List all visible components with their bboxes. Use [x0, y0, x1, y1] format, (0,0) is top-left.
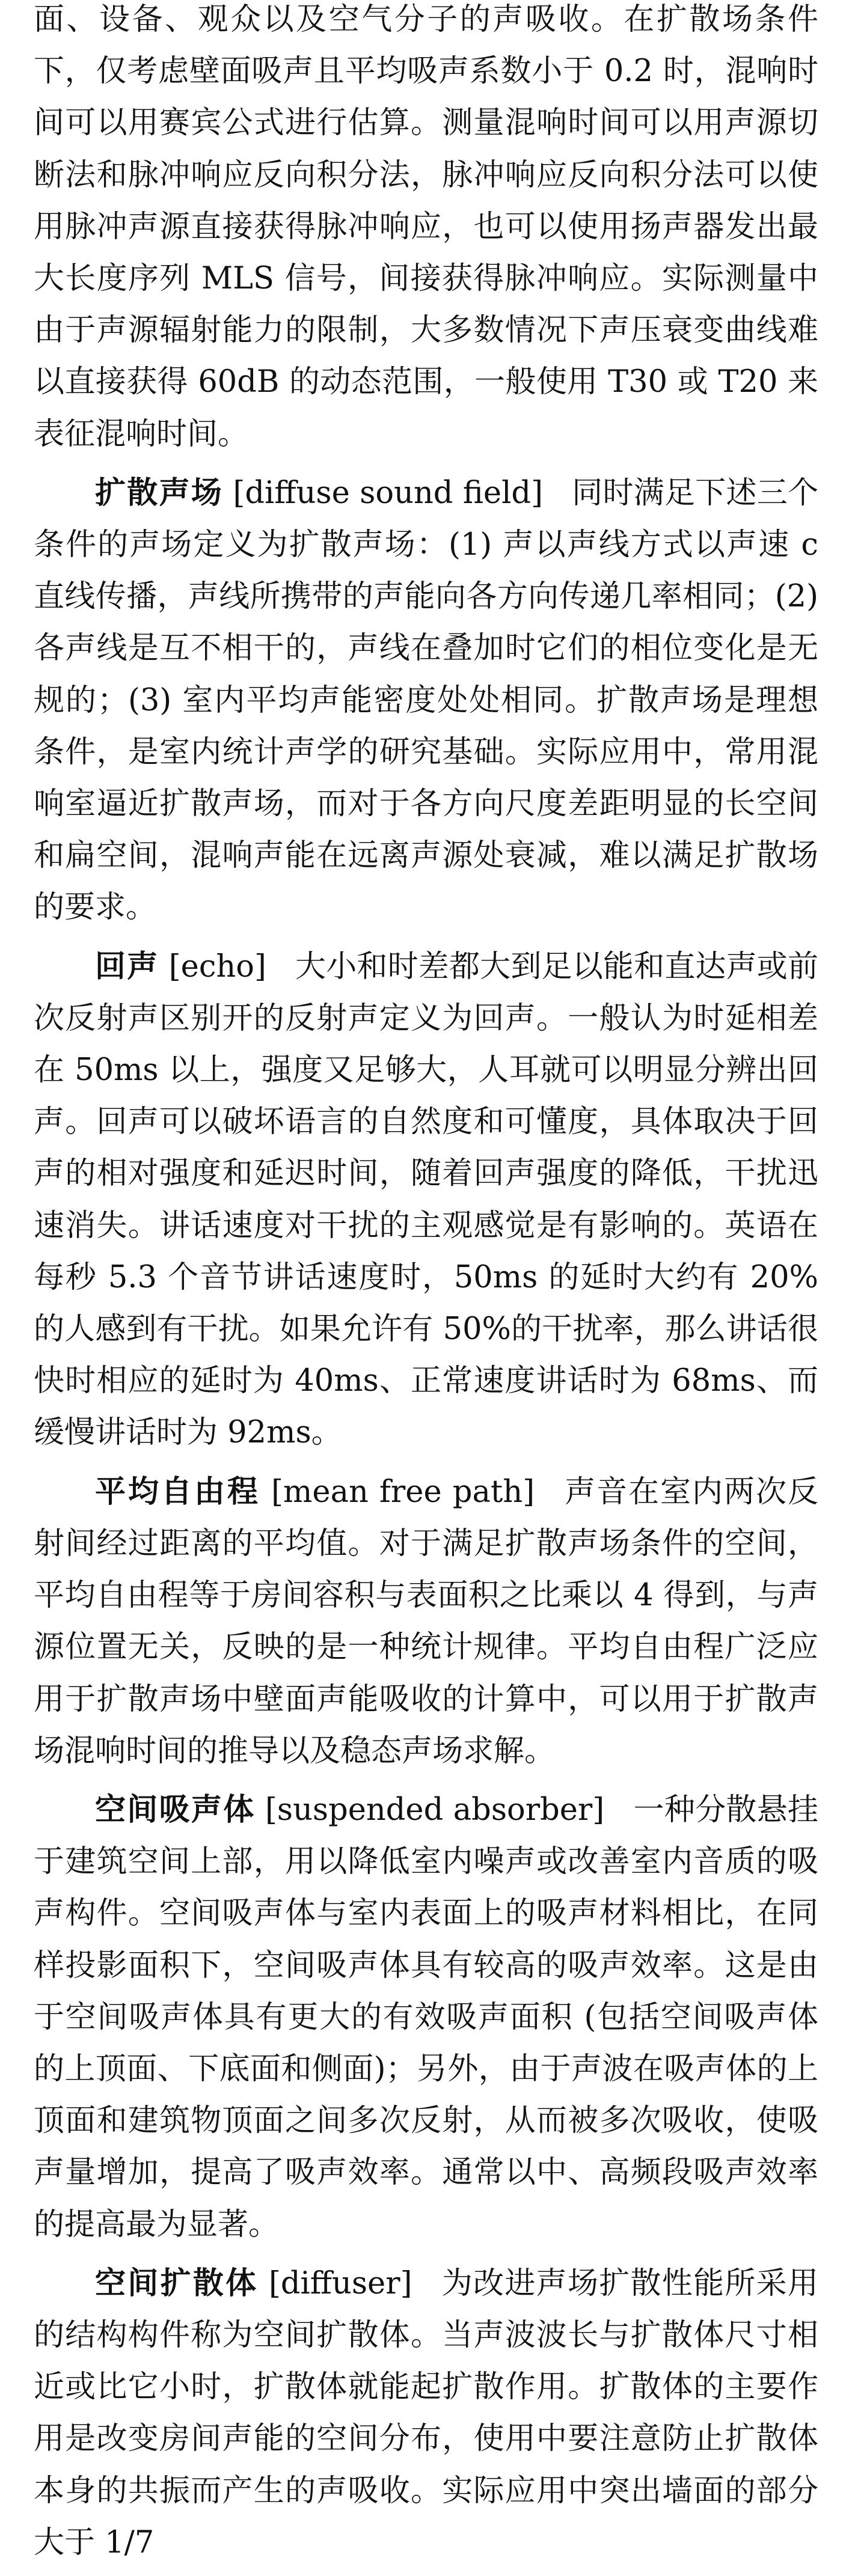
- entry-definition: 一种分散悬挂于建筑空间上部，用以降低室内噪声或改善室内音质的吸声构件。空间吸声体与室内表面上的吸声材料相比，在同样投影面积下，空间吸声体具有较高的吸声效率。这是由于空间吸声体具有更大的有效吸声面积 (包括空间吸声体的上顶面、下底面和侧面)；另外，由于声波在吸声体的上顶面和建筑物顶面之间多次反射，从而被多次吸收，使吸声量增加，提高了吸声效率。通常以中、高频段吸声效率的提高最为显著。: [34, 1792, 818, 2242]
- entry-definition: 大小和时差都大到足以能和直达声或前次反射声区别开的反射声定义为回声。一般认为时延相差在 50ms 以上，强度又足够大，人耳就可以明显分辨出回声。回声可以破坏语言的自然度和可懂度，具体取决于回声的相对强度和延迟时间，随着回声强度的降低，干扰迅速消失。讲话速度对干扰的主观感觉是有影响的。英语在每秒 5.3 个音节讲话速度时，50ms 的延时大约有 20%的人感到有干扰。如果允许有 50%的干扰率，那么讲话很快时相应的延时为 40ms、正常速度讲话时为 68ms、而缓慢讲话时为 92ms。: [34, 948, 818, 1451]
- entry-english: [mean free path]: [271, 1474, 535, 1510]
- intro-paragraph: 面、设备、观众以及空气分子的声吸收。在扩散场条件下，仅考虑壁面吸声且平均吸声系数小于 0.2 时，混响时间可以用赛宾公式进行估算。测量混响时间可以用声源切断法和脉冲响应反向积分法，脉冲响应反向积分法可以使用脉冲声源直接获得脉冲响应，也可以使用扬声器发出最大长度序列 MLS 信号，间接获得脉冲响应。实际测量中由于声源辐射能力的限制，大多数情况下声压衰变曲线难以直接获得 60dB 的动态范围，一般使用 T30 或 T20 来表征混响时间。: [34, 2, 818, 452]
- entry-term: 平均自由程: [95, 1474, 260, 1510]
- document-page: [34, 0, 818, 2576]
- entry-suspended-absorber: [34, 1784, 818, 2251]
- entry-mean-free-path: [34, 1467, 818, 1777]
- entry-english: [suspended absorber]: [265, 1792, 605, 1828]
- entry-term: 空间扩散体: [95, 2265, 259, 2301]
- entry-english: [diffuser]: [268, 2265, 412, 2301]
- entry-term: 回声: [95, 948, 159, 984]
- entry-english: [diffuse sound field]: [233, 475, 543, 511]
- entry-definition: 同时满足下述三个条件的声场定义为扩散声场：(1) 声以声线方式以声速 c 直线传播，声线所携带的声能向各方向传递几率相同；(2) 各声线是互不相干的，声线在叠加时它们的相位变化是无规的；(3) 室内平均声能密度处处相同。扩散声场是理想条件，是室内统计声学的研究基础。实际应用中，常用混响室逼近扩散声场，而对于各方向尺度差距明显的长空间和扁空间，混响声能在远离声源处衰减，难以满足扩散场的要求。: [34, 475, 818, 926]
- entry-term: 空间吸声体: [95, 1792, 256, 1828]
- entry-english: [echo]: [168, 948, 266, 984]
- entry-term: 扩散声场: [95, 475, 224, 511]
- entry-echo: [34, 941, 818, 1459]
- entry-definition: 为改进声场扩散性能所采用的结构构件称为空间扩散体。当声波波长与扩散体尺寸相近或比它小时，扩散体就能起扩散作用。扩散体的主要作用是改变房间声能的空间分布，使用中要注意防止扩散体本身的共振而产生的声吸收。实际应用中突出墙面的部分大于 1/7: [34, 2265, 818, 2560]
- entry-diffuse-sound-field: [34, 468, 818, 934]
- entry-definition: 声音在室内两次反射间经过距离的平均值。对于满足扩散声场条件的空间，平均自由程等于房间容积与表面积之比乘以 4 得到，与声源位置无关，反映的是一种统计规律。平均自由程广泛应用于扩散声场中壁面声能吸收的计算中，可以用于扩散声场混响时间的推导以及稳态声场求解。: [34, 1474, 818, 1769]
- entry-diffuser: [34, 2258, 818, 2569]
